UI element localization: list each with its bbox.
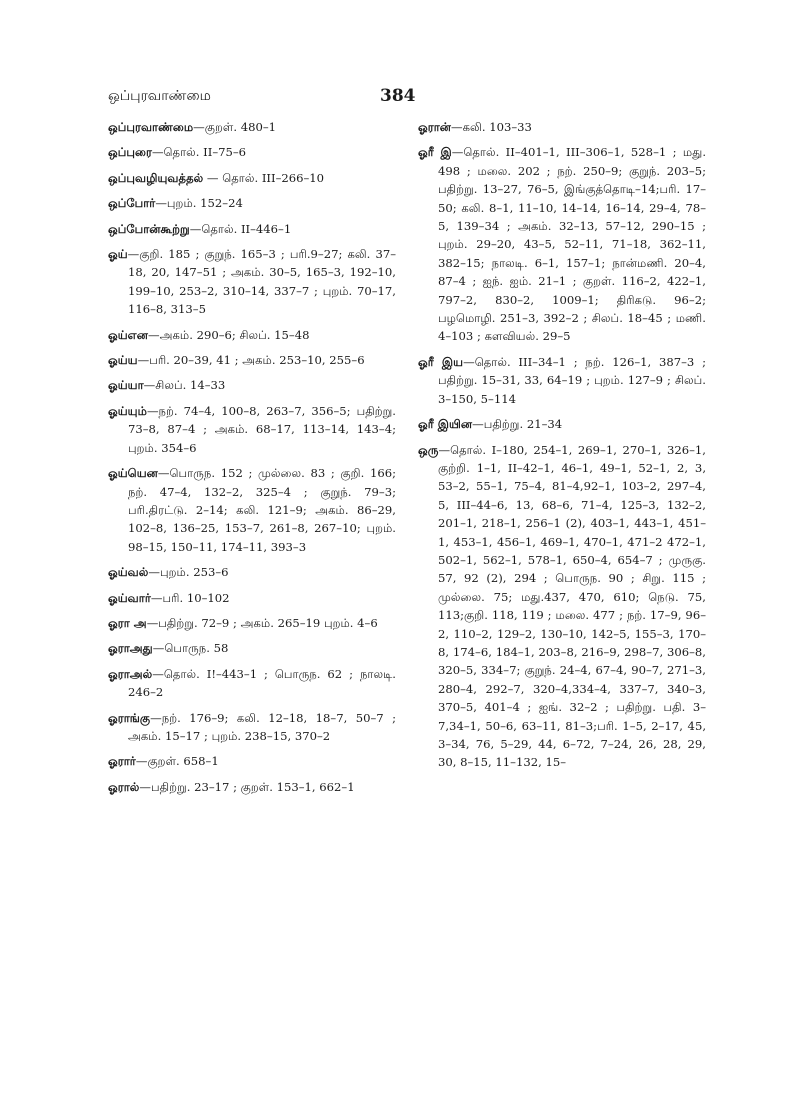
entry-references: —சிலப். 14–33 xyxy=(143,378,226,393)
index-entry xyxy=(418,118,706,136)
headword: ஒப்புரவாண்மை xyxy=(108,120,194,134)
entry-references: —தொல். III–34–1 ; நற். 126–1, 387–3 ; பதிற்று. 15–31, 33, 64–19 ; புறம். 127–9 ; சிலப். 3–150, 5–114 xyxy=(438,354,707,406)
index-entry xyxy=(108,220,396,238)
headword: ஒப்புரை xyxy=(108,145,152,160)
entry-references: —புறம். 152–24 xyxy=(155,196,243,211)
index-entry xyxy=(108,709,396,746)
headword: ஓய்யென xyxy=(108,466,158,481)
index-entry xyxy=(108,351,396,369)
headword: ஓய் xyxy=(108,247,128,262)
index-entry xyxy=(418,441,706,772)
running-head: ஒப்புரவாண்மை xyxy=(108,88,211,104)
index-entry xyxy=(108,245,396,319)
index-entry xyxy=(108,778,396,796)
headword: ஒப்புவழியுவத்தல் xyxy=(108,170,204,185)
index-entry xyxy=(108,169,396,187)
headword: ஓய்வல் xyxy=(108,565,149,580)
entry-references: —புறம். 253–6 xyxy=(148,565,229,580)
headword: ஒப்போர் xyxy=(108,196,156,211)
entry-references: —தொல். I!–443–1 ; பொருந. 62 ; நாலடி. 246–2 xyxy=(128,666,396,700)
entry-references: —குறி. 185 ; குறுந். 165–3 ; பரி.9–27; கலி. 37–18, 20, 147–51 ; அகம். 30–5, 165–3, 192–10, 199–10, 253–2, 310–14, 337–7 ; புறம். 70–17, 116–8, 313–5 xyxy=(127,247,396,317)
headword: ஓராஅது xyxy=(108,641,153,656)
index-entry xyxy=(108,614,396,632)
entry-references: —நற். 176–9; கலி. 12–18, 18–7, 50–7 ; அகம். 15–17 ; புறம். 238–15, 370–2 xyxy=(128,710,396,743)
left-column xyxy=(108,118,396,803)
index-entry xyxy=(108,589,396,607)
entry-references: —குறள். 480–1 xyxy=(193,120,277,134)
entry-references: —தொல். II–75–6 xyxy=(151,145,247,160)
entry-references: —நற். 74–4, 100–8, 263–7, 356–5; பதிற்று. 73–8, 87–4 ; அகம். 68–17, 113–14, 143–4; புறம். 354–6 xyxy=(128,403,396,455)
index-entry xyxy=(108,143,396,161)
index-entry xyxy=(108,464,396,556)
index-entry xyxy=(108,118,396,136)
headword: ஓராஅல் xyxy=(108,666,153,681)
headword: ஓரார் xyxy=(108,754,136,769)
index-entry xyxy=(108,402,396,457)
entry-references: —பதிற்று. 21–34 xyxy=(472,417,563,432)
index-entry xyxy=(108,376,396,394)
entry-references: —பரி. 20–39, 41 ; அகம். 253–10, 255–6 xyxy=(137,353,365,368)
headword: ஓய்வார் xyxy=(108,590,151,605)
index-entry xyxy=(418,353,706,408)
index-entry xyxy=(418,143,706,345)
headword: ஒப்போன்கூற்று xyxy=(108,221,190,236)
headword: ஓரீ இய xyxy=(418,354,464,369)
index-entry xyxy=(108,665,396,702)
entry-references: —தொல். II–401–1, III–306–1, 528–1 ; மது. 498 ; மலை. 202 ; நற். 250–9; குறுந். 203–5; பதிற்று. 13–27, 76–5, இங்குத்தொடி–14;பரி. 17–50; கலி. 8–1, 11–10, 14–14, 16–14, 29–4, 78–5, 139–34 ; அகம். 32–13, 57–12, 290–15 ; புறம். 29–20, 43–5, 52–11, 71–18, 362–11, 382–15; நாலடி. 6–1, 157–1; நான்மணி. 20–4, 87–4 ; ஐந். ஐம். 21–1 ; குறள். 116–2, 422–1, 797–2, 830–2, 1009–1; திரிகடு. 96–2; பழமொழி. 251–3, 392–2 ; சிலப். 18–45 ; மணி. 4–103 ; களவியல். 29–5 xyxy=(438,145,706,344)
headword: ஒரு xyxy=(418,442,439,457)
index-entry xyxy=(108,563,396,581)
entry-references: —குறள். 658–1 xyxy=(135,754,219,769)
entry-references: —பதிற்று. 72–9 ; அகம். 265–19 புறம். 4–6 xyxy=(146,615,378,630)
entry-references: — தொல். III–266–10 xyxy=(203,170,325,185)
headword: ஓரான் xyxy=(418,120,452,134)
entry-references: —பொருந. 152 ; முல்லை. 83 ; குறி. 166; நற். 47–4, 132–2, 325–4 ; குறுந். 79–3; பரி.திரட்டு. 2–14; கலி. 121–9; அகம். 86–29, 102–8, 136–25, 153–7, 261–8, 267–10; புறம். 98–15, 150–11, 174–11, 393–3 xyxy=(128,466,396,554)
entry-references: —தொல். I–180, 254–1, 269–1, 270–1, 326–1, குற்றி. 1–1, II–42–1, 46–1, 49–1, 52–1, 2, 3, 53–2, 55–1, 75–4, 81–4,92–1, 103–2, 297–4, 5, III–44–6, 13, 68–6, 71–4, 125–3, 132–2, 201–1, 218–1, 256–1 (2), 403–1, 443–1, 451–1, 453–1, 456–1, 469–1, 470–1, 471–2 472–1, 502–1, 562–1, 578–1, 650–4, 654–7 ; முருகு. 57, 92 (2), 294 ; பொருந. 90 ; சிறு. 115 ; முல்லை. 75; மது.437, 470, 610; நெடு. 75, 113;குறி. 118, 119 ; மலை. 477 ; நற். 17–9, 96–2, 110–2, 129–2, 130–10, 142–5, 155–3, 170–8, 174–6, 184–1, 203–8, 216–9, 298–7, 306–8, 320–5, 334–7; குறுந். 24–4, 67–4, 90–7, 271–3, 280–4, 292–7, 320–4,334–4, 337–7, 340–3, 370–5, 401–4 ; ஐங். 32–2 ; பதிற்று. பதி. 3–7,34–1, 50–6, 63–11, 81–3;பரி. 1–5, 2–17, 45, 3–34, 76, 5–29, 44, 6–72, 7–24, 26, 28, 29, 30, 8–15, 11–132, 15– xyxy=(438,442,706,770)
headword: ஓரா அ xyxy=(108,615,147,630)
entry-references: —அகம். 290–6; சிலப். 15–48 xyxy=(147,327,310,342)
headword: ஓராங்கு xyxy=(108,710,151,725)
entry-references: —பதிற்று. 23–17 ; குறள். 153–1, 662–1 xyxy=(139,779,355,794)
headword: ஓய்ய xyxy=(108,353,138,368)
headword: ஓய்யும் xyxy=(108,403,147,418)
index-entry xyxy=(108,194,396,212)
entry-references: —கலி. 103–33 xyxy=(451,120,532,134)
entry-references: —தொல். II–446–1 xyxy=(189,221,292,236)
page-number: 384 xyxy=(380,86,416,106)
headword: ஓரால் xyxy=(108,779,140,794)
headword: ஓய்யா xyxy=(108,378,144,393)
index-entry xyxy=(108,639,396,657)
headword: ஓரீ இயின xyxy=(418,417,473,432)
entry-references: —பரி. 10–102 xyxy=(150,590,230,605)
headword: ஓய்என xyxy=(108,327,148,342)
index-entry xyxy=(108,752,396,770)
headword: ஓரீ இ xyxy=(418,145,452,160)
index-entry xyxy=(108,326,396,344)
index-entry xyxy=(418,415,706,433)
entry-references: —பொருந. 58 xyxy=(152,641,229,656)
right-column xyxy=(418,118,706,779)
